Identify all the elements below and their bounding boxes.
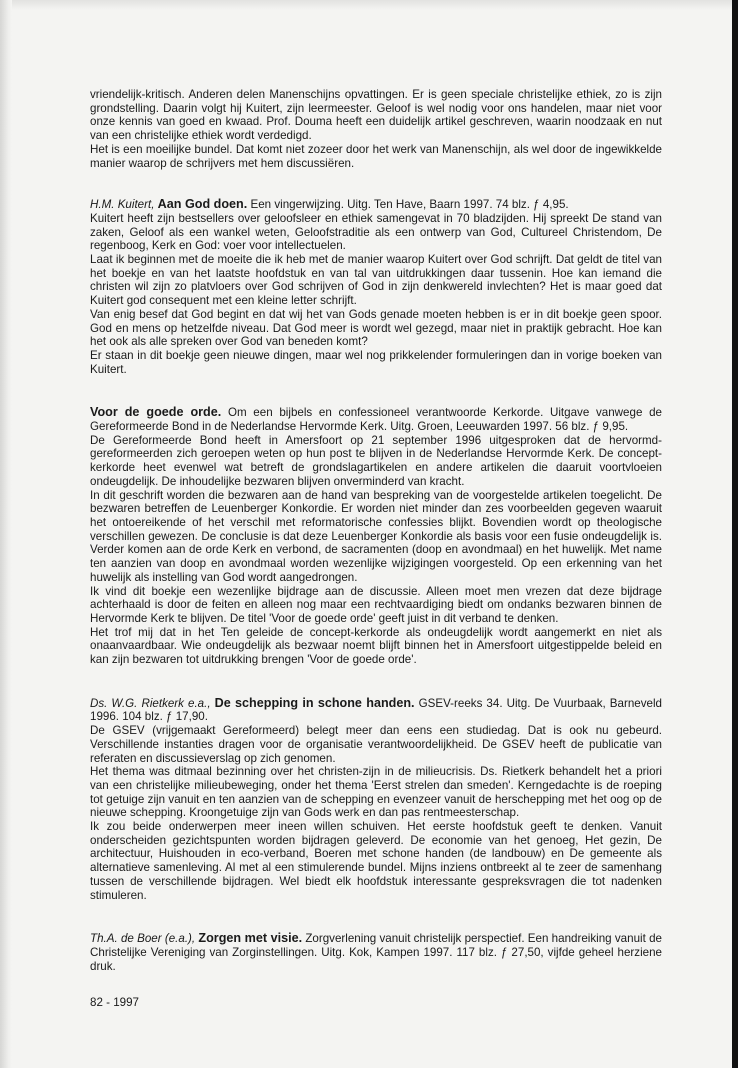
paragraph: Ik zou beide onderwerpen meer ineen willen schuiven. Het eerste hoofdstuk geeft te denken. Vanuit onderscheiden gezichtspunten worden bijdragen geleverd. De economie van het genoeg, Het gezin, De architectuur, Huishouden in eco-verband, Boeren met schone handen (de landbouw) en De gemeente als alternatieve samenleving. Al met al een stimulerende bundel. Mijns inziens ontbreekt al te zeer de samenhang tussen de verschillende bijdragen. Wel biedt elk hoofdstuk interessante gespreksvragen die tot nadenken stimuleren. [90, 820, 662, 902]
paragraph: De GSEV (vrijgemaakt Gereformeerd) belegt meer dan eens een studiedag. Dat is ook nu gebeurd. Verschillende instanties dragen voor de organisatie verantwoordelijkheid. De GSEV heeft de publicatie van referaten en discussieverslag op zich genomen. [90, 724, 662, 765]
review-author: Th.A. de Boer (e.a.), [90, 932, 196, 946]
review-heading [90, 406, 662, 433]
paragraph: Er staan in dit boekje geen nieuwe dingen, maar wel nog prikkelender formuleringen dan in vorige boeken van Kuitert. [90, 348, 662, 376]
paragraph: vriendelijk-kritisch. Anderen delen Manenschijns opvattingen. Er is geen speciale christelijke ethiek, zo is zijn grondstelling. Daarin volgt hij Kuitert, zijn leermeester. Geloof is wel nodig voor ons handelen, maar niet voor onze kennis van goed en kwaad. Prof. Douma heeft een duidelijk artikel geschreven, waarin noodzaak en nut van een christelijke ethiek wordt verdedigd. [90, 88, 662, 143]
scan-border-right [732, 0, 738, 1068]
review-author: Ds. W.G. Rietkerk e.a., [90, 696, 211, 710]
review-details: GSEV-reeks 34. Uitg. De Vuurbaak, Barneveld 1996. 104 blz. ƒ 17,90. [90, 696, 662, 724]
review-details: Zorgverlening vanuit christelijk perspectief. Een handreiking vanuit de Christelijke Vereniging van Zorginstellingen. Uitg. Kok, Kampen 1997. 117 blz. ƒ 27,50, vijfde geheel herziene druk. [90, 932, 662, 973]
scan-shadow-left [0, 0, 12, 1068]
paragraph: Laat ik beginnen met de moeite die ik heb met de manier waarop Kuitert over God schrijft. Dat geldt de titel van het boekje en van het laatste hoofdstuk en van tal van uitdrukkingen daar tussenin. Hoe kan iemand die christen wil zijn zo platvloers over God schrijven of God in zijn denkwereld invlechten? Het is maar goed dat Kuitert god consequent met een kleine letter schrijft. [90, 253, 662, 308]
review-rietkerk [90, 697, 662, 903]
scan-shadow-top [0, 0, 732, 10]
page-number: 82 - 1997 [90, 996, 139, 1009]
paragraph: Kuitert heeft zijn bestsellers over geloofsleer en ethiek samengevat in 70 bladzijden. Hij spreekt De stand van zaken, Geloof als een wankel weten, Geloofstraditie als een ontwerp van God, Cultureel Christendom, De regenboog, Kerk en God: voer voor intellectuelen. [90, 211, 662, 253]
review-title: Voor de goede orde. [90, 405, 222, 420]
review-heading [90, 932, 662, 973]
paragraph: De Gereformeerde Bond heeft in Amersfoort op 21 september 1996 uitgesproken dat de hervormd-gereformeerden zich geroepen weten op hun post te blijven in de Nederlandse Hervormde Kerk. De concept-kerkorde heet evenwel wat betreft de grondslagartikelen en andere artikelen die daaruit voortvloeien ondeugdelijk. De inhoudelijke bezwaren blijven onverminderd van kracht. [90, 433, 662, 488]
review-kuitert [90, 198, 662, 376]
paragraph: Het trof mij dat in het Ten geleide de concept-kerkorde als ondeugdelijk wordt aangemerkt en niet als onaanvaardbaar. Wie ondeugdelijk als bezwaar noemt blijft binnen het in Amersfoort uitgestippelde beleid en kan zijn bezwaren tot uitdrukking brengen 'Voor de goede orde'. [90, 625, 662, 667]
paragraph: Ik vind dit boekje een wezenlijke bijdrage aan de discussie. Alleen moet men vrezen dat deze bijdrage achterhaald is door de feiten en alleen nog maar een rechtvaardiging biedt om ondanks bezwaren binnen de Hervormde Kerk te blijven. De titel 'Voor de goede orde' geeft juist in dit verband te denken. [90, 584, 662, 625]
review-details: Een vingerwijzing. Uitg. Ten Have, Baarn 1997. 74 blz. ƒ 4,95. [250, 198, 569, 212]
paragraph: In dit geschrift worden die bezwaren aan de hand van bespreking van de voorgestelde artikelen toegelicht. De bezwaren betreffen de Leuenberger Konkordie. Er worden niet minder dan zes voorbeelden gegeven waaruit het ontoereikende of het verschil met reformatorische confessies blijkt. Bovendien wordt op theologische verschillen gewezen. De conclusie is dat deze Leuenberger Konkordie als basis voor een fusie ondeugdelijk is. Verder komen aan de orde Kerk en verbond, de sacramenten (doop en avondmaal) en het huwelijk. Met name ten aanzien van doop en avondmaal worden wezenlijke wijzigingen voorgesteld. Op een erkenning van het huwelijk als instelling van God wordt aangedrongen. [90, 488, 662, 584]
review-title: Aan God doen. [157, 197, 248, 212]
review-de-boer [90, 932, 662, 973]
paragraph: Van enig besef dat God begint en dat wij het van Gods genade moeten hebben is er in dit boekje geen spoor. God en mens op hetzelfde niveau. Dat God meer is wordt wel gezegd, maar niet in praktijk gebracht. Hoe kan het ook als alle spreken over God van beneden komt? [90, 307, 662, 349]
review-author: H.M. Kuitert, [90, 198, 155, 212]
review-details: Om een bijbels en confessioneel verantwoorde Kerkorde. Uitgave vanwege de Gereformeerde Bond in de Nederlandse Hervormde Kerk. Uitg. Groen, Leeuwarden 1997. 56 blz. ƒ 9,95. [90, 406, 662, 434]
review-title: Zorgen met visie. [198, 931, 303, 946]
review-voor-de-goede-orde [90, 406, 662, 666]
paragraph: Het thema was ditmaal bezinning over het christen-zijn in de milieucrisis. Ds. Rietkerk behandelt het a priori van een christelijke milieubeweging, onder het thema 'Eerst strelen dan smeden'. Kerngedachte is de roeping tot getuige zijn vanuit en ten aanzien van de schepping en evenzeer vanuit de herschepping met het oog op de nieuwe schepping. Kroongetuige zijn van Gods werk en dan pas rentmeesterschap. [90, 765, 662, 820]
page-content [90, 88, 662, 1001]
review-heading [90, 697, 662, 724]
paragraph: Het is een moeilijke bundel. Dat komt niet zozeer door het werk van Manenschijn, als wel door de ingewikkelde manier waarop de schrijvers met hem discussiëren. [90, 142, 662, 170]
review-title: De schepping in schone handen. [214, 695, 415, 710]
intro-continuation [90, 88, 662, 170]
review-heading [90, 198, 662, 212]
